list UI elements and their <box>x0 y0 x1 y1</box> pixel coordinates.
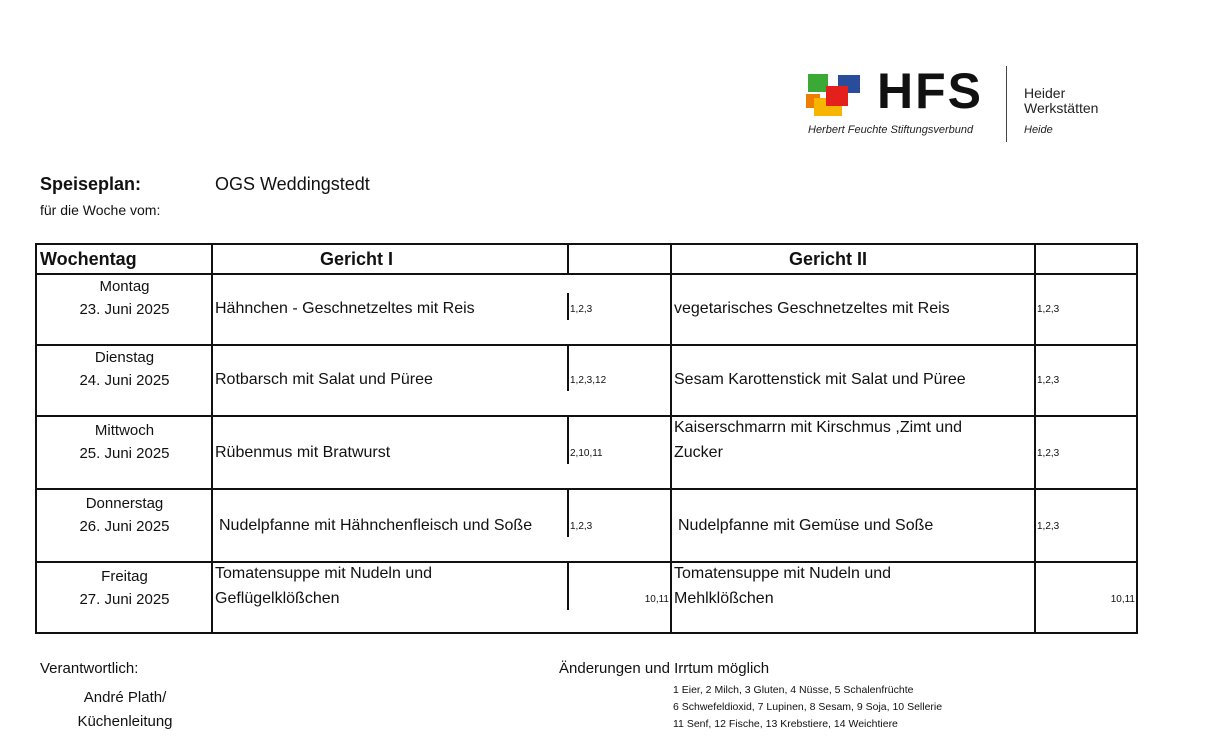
row-friday-codes1: 10,11 <box>644 594 669 605</box>
row5-separator <box>567 563 569 610</box>
allergen-line: 11 Senf, 12 Fische, 13 Krebstiere, 14 Weichtiere <box>673 718 898 730</box>
day-name: Montag <box>99 278 150 295</box>
menu-plan-location: OGS Weddingstedt <box>215 174 370 194</box>
row-tuesday-codes2: 1,2,3 <box>1037 375 1060 386</box>
row-tuesday-day <box>37 346 212 392</box>
day-date: 27. Juni 2025 <box>79 591 170 608</box>
dish-line: Geflügelklößchen <box>215 590 340 607</box>
logo-subtitle: Herbert Feuchte Stiftungsverbund <box>808 124 974 136</box>
dish-line: Zucker <box>674 444 723 461</box>
row-thursday-day <box>37 492 212 538</box>
logo-org-name <box>1024 86 1098 116</box>
allergen-line: 6 Schwefeldioxid, 7 Lupinen, 8 Sesam, 9 Soja, 10 Sellerie <box>673 701 943 713</box>
day-name: Donnerstag <box>85 495 164 512</box>
row-thursday-dish1: Nudelpfanne mit Hähnchenfleisch und Soße <box>219 517 533 534</box>
row-monday-dish2: vegetarisches Geschnetzeltes mit Reis <box>674 300 950 317</box>
day-date: 25. Juni 2025 <box>79 445 170 462</box>
row-monday-codes2: 1,2,3 <box>1037 304 1060 315</box>
row3-separator <box>567 417 569 464</box>
logo-org-line1: Heider <box>1024 85 1066 101</box>
header-dish1: Gericht I <box>320 249 394 269</box>
row-wednesday-day <box>37 419 212 465</box>
row-friday-dish2 <box>674 561 891 611</box>
row-tuesday-codes1: 1,2,3,12 <box>570 375 607 386</box>
changes-notice: Änderungen und Irrtum möglich <box>559 660 770 677</box>
menu-table <box>35 243 1138 634</box>
row1-separator <box>567 293 569 320</box>
row-wednesday-codes1: 2,10,11 <box>570 448 603 459</box>
row-monday-codes1: 1,2,3 <box>570 304 593 315</box>
logo-org-line2: Werkstätten <box>1024 100 1099 116</box>
day-name: Mittwoch <box>94 422 155 439</box>
week-label: für die Woche vom: <box>40 202 161 218</box>
responsible-person <box>70 686 180 734</box>
logo-square-green <box>808 74 828 92</box>
row-divider-3 <box>37 488 1136 490</box>
row-monday-day <box>37 275 212 321</box>
logo-divider <box>1006 66 1007 142</box>
allergen-legend <box>673 682 942 733</box>
row-friday-day <box>37 565 212 611</box>
row-friday-codes2: 10,11 <box>1110 594 1135 605</box>
responsible-role: Küchenleitung <box>77 713 173 730</box>
row1-dish2-separator <box>670 293 672 320</box>
logo-brand: HFS <box>877 63 983 119</box>
dish-line: Mehlklößchen <box>674 590 774 607</box>
day-date: 24. Juni 2025 <box>79 372 170 389</box>
row2-separator <box>567 344 569 391</box>
row-divider-4 <box>37 561 1136 563</box>
logo-square-red <box>826 86 848 106</box>
row-thursday-dish2: Nudelpfanne mit Gemüse und Soße <box>678 517 934 534</box>
row-monday-dish1: Hähnchen - Geschnetzeltes mit Reis <box>215 300 475 317</box>
col-divider-codes2 <box>1034 245 1036 632</box>
row-wednesday-dish1: Rübenmus mit Bratwurst <box>215 444 391 461</box>
dish-line: Tomatensuppe mit Nudeln und <box>674 565 892 582</box>
hfs-logo-mark <box>806 72 862 118</box>
row-thursday-codes1: 1,2,3 <box>570 521 593 532</box>
day-date: 26. Juni 2025 <box>79 518 170 535</box>
day-date: 23. Juni 2025 <box>79 301 170 318</box>
menu-plan-label: Speiseplan: <box>40 174 142 194</box>
dish-line: Kaiserschmarrn mit Kirschmus ,Zimt und <box>674 419 963 436</box>
row-friday-dish1 <box>215 561 432 611</box>
col-divider-codes1-header <box>567 245 569 273</box>
row-wednesday-dish2 <box>674 415 962 465</box>
row-tuesday-dish1: Rotbarsch mit Salat und Püree <box>215 371 433 388</box>
day-name: Freitag <box>101 568 148 585</box>
logo-org-location: Heide <box>1024 124 1053 136</box>
responsible-label: Verantwortlich: <box>40 660 139 677</box>
row-tuesday-dish2: Sesam Karottenstick mit Salat und Püree <box>674 371 966 388</box>
row-thursday-codes2: 1,2,3 <box>1037 521 1060 532</box>
row-divider-2 <box>37 415 1136 417</box>
responsible-name: André Plath/ <box>83 689 167 706</box>
row-wednesday-codes2: 1,2,3 <box>1037 448 1060 459</box>
allergen-line: 1 Eier, 2 Milch, 3 Gluten, 4 Nüsse, 5 Schalenfrüchte <box>673 684 914 696</box>
header-weekday: Wochentag <box>40 249 137 269</box>
dish-line: Tomatensuppe mit Nudeln und <box>215 565 433 582</box>
header-dish2: Gericht II <box>789 249 868 269</box>
row4-separator <box>567 490 569 537</box>
day-name: Dienstag <box>94 349 155 366</box>
